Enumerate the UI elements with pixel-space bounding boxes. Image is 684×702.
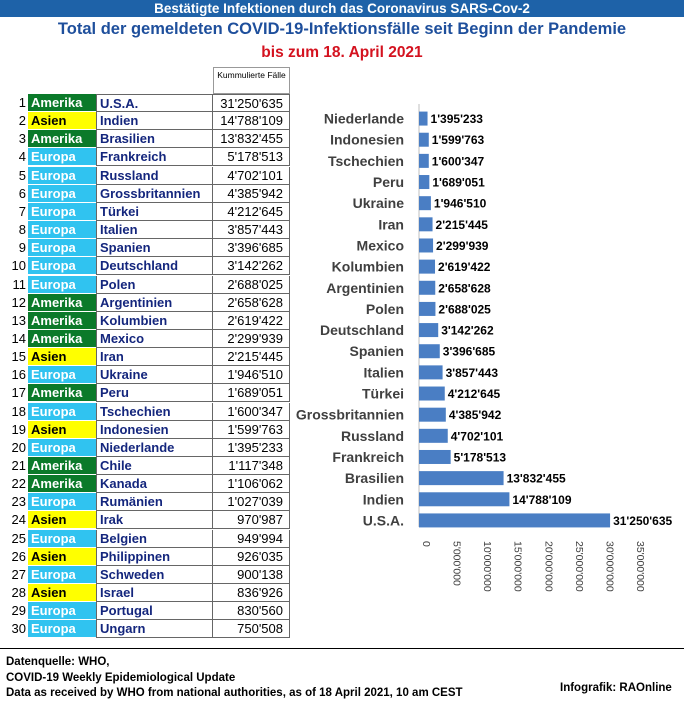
- bar: [419, 323, 438, 337]
- bar: [419, 175, 429, 189]
- rank-cell: 19: [11, 421, 26, 437]
- data-label: 1'689'051: [432, 175, 485, 190]
- cases-cell: 3'142'262: [213, 257, 290, 275]
- data-label: 2'299'939: [436, 238, 489, 253]
- source-line-1: Datenquelle: WHO,: [6, 656, 110, 668]
- category-label: Ukraine: [352, 195, 404, 212]
- category-label: Peru: [372, 174, 404, 191]
- category-label: Kolumbien: [331, 258, 404, 275]
- date-line: bis zum 18. April 2021: [261, 44, 423, 61]
- x-tick-label: 20'000'000: [542, 541, 555, 592]
- region-cell: Europa: [28, 366, 96, 383]
- rank-cell: 5: [18, 167, 26, 183]
- credit: Infografik: RAOnline: [560, 682, 672, 694]
- rank-cell: 3: [18, 131, 26, 147]
- source-line-3: Data as received by WHO from national authorities, as of 18 April 2021, 10 am CEST: [6, 687, 463, 699]
- category-label: Grossbritannien: [295, 406, 404, 423]
- bar: [419, 387, 445, 401]
- bar: [419, 112, 428, 126]
- data-label: 4'212'645: [447, 387, 501, 402]
- region-cell: Asien: [28, 421, 96, 438]
- country-cell: Irak: [96, 511, 213, 529]
- data-label: 2'688'025: [438, 302, 491, 317]
- data-label: 3'142'262: [441, 323, 494, 338]
- cases-cell: 2'688'025: [213, 276, 290, 294]
- category-label: Deutschland: [319, 322, 404, 339]
- region-cell: Europa: [28, 185, 96, 202]
- cases-cell: 3'857'443: [213, 221, 290, 239]
- rank-cell: 7: [18, 203, 26, 219]
- data-label: 2'619'422: [438, 260, 491, 275]
- category-label: Argentinien: [326, 279, 404, 296]
- x-tick-label: 15'000'000: [511, 541, 524, 592]
- data-label: 1'946'510: [433, 196, 487, 211]
- bar: [419, 260, 435, 274]
- category-label: Türkei: [361, 385, 404, 402]
- bar: [419, 408, 446, 422]
- category-label: Mexico: [356, 237, 404, 254]
- country-cell: Türkei: [96, 203, 213, 221]
- region-cell: Amerika: [28, 130, 96, 147]
- region-cell: Amerika: [28, 94, 96, 111]
- cases-cell: 13'832'455: [213, 130, 290, 148]
- region-cell: Europa: [28, 403, 96, 420]
- country-cell: Russland: [96, 167, 213, 185]
- cases-cell: 1'027'039: [213, 493, 290, 511]
- category-label: Niederlande: [323, 110, 404, 127]
- data-label: 4'385'942: [448, 408, 502, 423]
- bar: [419, 344, 440, 358]
- category-label: Russland: [340, 427, 404, 444]
- country-cell: Iran: [96, 348, 213, 366]
- bar: [419, 492, 509, 506]
- category-label: Iran: [378, 216, 404, 233]
- cases-cell: 750'508: [213, 620, 290, 638]
- cases-column-header: Kummulierte Fälle: [213, 67, 290, 94]
- rank-cell: 14: [11, 330, 26, 346]
- rank-cell: 22: [11, 476, 26, 492]
- rank-cell: 9: [18, 240, 26, 256]
- cases-cell: 949'994: [213, 530, 290, 548]
- rank-cell: 18: [11, 403, 26, 419]
- cases-cell: 3'396'685: [213, 239, 290, 257]
- bar: [419, 450, 451, 464]
- cases-cell: 2'299'939: [213, 330, 290, 348]
- country-cell: Indien: [96, 112, 213, 130]
- rank-cell: 2: [18, 113, 26, 129]
- data-label: 31'250'635: [613, 513, 673, 528]
- cases-cell: 900'138: [213, 566, 290, 584]
- x-tick-label: 30'000'000: [603, 541, 616, 592]
- rank-cell: 26: [11, 548, 26, 564]
- bar: [419, 513, 610, 527]
- data-label: 1'395'233: [430, 112, 483, 127]
- bar: [419, 133, 429, 147]
- x-tick-label: 0: [420, 541, 432, 547]
- country-cell: Brasilien: [96, 130, 213, 148]
- footer-divider: [0, 648, 684, 649]
- data-label: 2'215'445: [435, 217, 488, 232]
- source-line-2: COVID-19 Weekly Epidemiological Update: [6, 671, 236, 684]
- cases-cell: 2'215'445: [213, 348, 290, 366]
- region-cell: Europa: [28, 203, 96, 220]
- rank-cell: 11: [12, 276, 26, 292]
- data-label: 14'788'109: [512, 492, 572, 507]
- cases-cell: 1'689'051: [213, 384, 290, 402]
- country-cell: Chile: [96, 457, 213, 475]
- country-cell: Indonesien: [96, 421, 213, 439]
- country-cell: Philippinen: [96, 548, 213, 566]
- data-label: 1'599'763: [431, 133, 485, 148]
- cases-cell: 2'619'422: [213, 312, 290, 330]
- data-label: 3'857'443: [445, 365, 499, 380]
- region-cell: Europa: [28, 602, 96, 619]
- country-cell: Mexico: [96, 330, 213, 348]
- region-cell: Europa: [28, 566, 96, 583]
- rank-cell: 20: [11, 439, 26, 455]
- region-cell: Europa: [28, 620, 96, 637]
- cases-cell: 5'178'513: [213, 148, 290, 166]
- data-label: 13'832'455: [506, 471, 566, 486]
- cases-cell: 1'106'062: [213, 475, 290, 493]
- region-cell: Europa: [28, 276, 96, 293]
- rank-cell: 30: [11, 621, 26, 637]
- cases-cell: 31'250'635: [213, 94, 290, 112]
- region-cell: Asien: [28, 112, 96, 129]
- rank-cell: 6: [18, 185, 26, 201]
- cases-cell: 14'788'109: [213, 112, 290, 130]
- country-cell: U.S.A.: [96, 94, 213, 112]
- cases-cell: 1'395'233: [213, 439, 290, 457]
- rank-cell: 24: [11, 512, 26, 528]
- category-label: Italien: [363, 364, 404, 381]
- country-cell: Kolumbien: [96, 312, 213, 330]
- data-label: 3'396'685: [442, 344, 496, 359]
- country-cell: Israel: [96, 584, 213, 602]
- rank-cell: 17: [11, 385, 26, 401]
- region-cell: Asien: [28, 511, 96, 528]
- country-cell: Polen: [96, 276, 213, 294]
- cases-cell: 4'702'101: [213, 167, 290, 185]
- cases-cell: 970'987: [213, 511, 290, 529]
- cases-cell: 836'926: [213, 584, 290, 602]
- x-tick-label: 5'000'000: [450, 541, 463, 586]
- country-cell: Peru: [96, 384, 213, 402]
- rank-cell: 16: [11, 367, 26, 383]
- category-label: Indonesien: [330, 131, 404, 148]
- category-label: Polen: [365, 300, 404, 317]
- cases-cell: 1'117'348: [213, 457, 290, 475]
- cases-cell: 1'946'510: [213, 366, 290, 384]
- rank-cell: 13: [11, 312, 26, 328]
- category-label: U.S.A.: [362, 512, 404, 529]
- country-cell: Schweden: [96, 566, 213, 584]
- region-cell: Amerika: [28, 312, 96, 329]
- region-cell: Amerika: [28, 330, 96, 347]
- title-banner: Bestätigte Infektionen durch das Coronavirus SARS-Cov-2: [0, 0, 684, 17]
- cases-cell: 2'658'628: [213, 294, 290, 312]
- x-tick-label: 35'000'000: [634, 541, 646, 592]
- country-cell: Tschechien: [96, 403, 213, 421]
- source-note: [6, 655, 463, 702]
- category-label: Frankreich: [332, 448, 404, 465]
- region-cell: Amerika: [28, 294, 96, 311]
- cases-cell: 1'600'347: [213, 403, 290, 421]
- rank-cell: 23: [11, 494, 26, 510]
- country-cell: Italien: [96, 221, 213, 239]
- data-label: 1'600'347: [431, 154, 485, 169]
- bar: [419, 429, 448, 443]
- x-tick-label: 10'000'000: [481, 541, 494, 592]
- country-cell: Deutschland: [96, 257, 213, 275]
- subtitle: Total der gemeldeten COVID-19-Infektionsfälle seit Beginn der Pandemie: [57, 20, 627, 38]
- rank-cell: 1: [18, 95, 26, 110]
- bar: [419, 238, 433, 252]
- category-label: Brasilien: [344, 470, 404, 487]
- region-cell: Asien: [28, 348, 96, 365]
- region-cell: Europa: [28, 221, 96, 238]
- cases-cell: 926'035: [213, 548, 290, 566]
- bar: [419, 365, 443, 379]
- cases-cell: 4'385'942: [213, 185, 290, 203]
- rank-cell: 10: [11, 258, 26, 274]
- cases-cell: 4'212'645: [213, 203, 290, 221]
- country-cell: Rumänien: [96, 493, 213, 511]
- region-cell: Europa: [28, 167, 96, 184]
- region-cell: Europa: [28, 257, 96, 274]
- category-label: Indien: [362, 491, 404, 508]
- bar: [419, 217, 433, 231]
- bar: [419, 196, 431, 210]
- region-cell: Asien: [28, 548, 96, 565]
- country-cell: Ukraine: [96, 366, 213, 384]
- country-cell: Kanada: [96, 475, 213, 493]
- country-cell: Portugal: [96, 602, 213, 620]
- country-cell: Argentinien: [96, 294, 213, 312]
- country-cell: Ungarn: [96, 620, 213, 638]
- cases-cell: 1'599'763: [213, 421, 290, 439]
- country-cell: Frankreich: [96, 148, 213, 166]
- rank-cell: 21: [11, 458, 26, 473]
- region-cell: Europa: [28, 239, 96, 256]
- data-label: 2'658'628: [438, 281, 491, 296]
- data-label: 5'178'513: [453, 450, 507, 465]
- region-cell: Amerika: [28, 475, 96, 492]
- region-cell: Europa: [28, 148, 96, 165]
- region-cell: Amerika: [28, 457, 96, 474]
- region-cell: Europa: [28, 493, 96, 510]
- bar: [419, 302, 435, 316]
- bar: [419, 154, 429, 168]
- country-cell: Spanien: [96, 239, 213, 257]
- data-label: 4'702'101: [450, 429, 504, 444]
- rank-cell: 4: [18, 149, 26, 165]
- rank-cell: 27: [11, 566, 26, 582]
- cases-cell: 830'560: [213, 602, 290, 620]
- region-cell: Europa: [28, 530, 96, 547]
- region-cell: Europa: [28, 439, 96, 456]
- region-cell: Amerika: [28, 384, 96, 401]
- country-cell: Niederlande: [96, 439, 213, 457]
- bar: [419, 471, 504, 485]
- country-cell: Grossbritannien: [96, 185, 213, 203]
- country-cell: Belgien: [96, 530, 213, 548]
- rank-cell: 29: [11, 603, 26, 619]
- category-label: Tschechien: [328, 152, 404, 169]
- x-tick-label: 25'000'000: [572, 541, 585, 592]
- rank-cell: 8: [18, 222, 26, 238]
- rank-cell: 12: [11, 294, 26, 310]
- category-label: Spanien: [349, 343, 404, 360]
- rank-cell: 15: [11, 349, 26, 365]
- rank-cell: 25: [11, 530, 26, 546]
- rank-cell: 28: [11, 585, 26, 601]
- bar: [419, 281, 435, 295]
- region-cell: Asien: [28, 584, 96, 601]
